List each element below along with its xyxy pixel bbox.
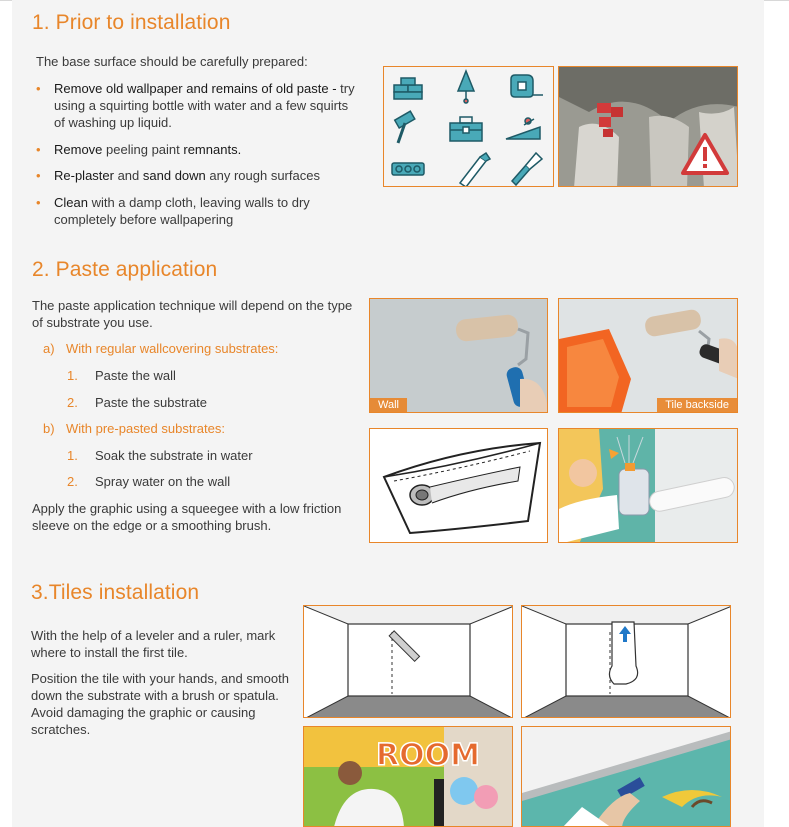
section-1-title: 1. Prior to installation xyxy=(32,11,231,34)
section-3-p1-line2: where to install the first tile. xyxy=(31,645,188,660)
option-b-label: b) xyxy=(43,421,55,436)
section-2-outro-line2: sleeve on the edge or a smoothing brush. xyxy=(32,518,272,533)
section-2-intro-line2: of substrate you use. xyxy=(32,315,153,330)
option-b-text: With pre-pasted substrates: xyxy=(66,421,225,436)
spray-water-photo xyxy=(558,428,738,543)
option-a-label: a) xyxy=(43,341,55,356)
bullet-dot: • xyxy=(36,81,41,96)
toolbox-icon xyxy=(450,117,482,141)
section-1-intro: The base surface should be carefully prepared: xyxy=(36,54,308,69)
option-a-step-2: 2. Paste the substrate xyxy=(67,395,208,410)
bullet-clean: • Clean with a damp cloth, leaving walls to dry completely before wallpapering xyxy=(36,195,310,227)
bricks-icon xyxy=(394,78,422,99)
damaged-wall-photo xyxy=(558,66,738,187)
caption-tile-backside: Tile backside xyxy=(657,398,737,412)
instruction-page xyxy=(12,0,764,827)
level-icon xyxy=(506,118,540,139)
section-3-p2-line1: Position the tile with your hands, and smooth xyxy=(31,671,289,686)
paste-tile-backside-photo xyxy=(558,298,738,413)
bullet-dot: • xyxy=(36,142,41,157)
option-a-step-1: 1. Paste the wall xyxy=(67,368,176,383)
bullet-remove-wallpaper: • Remove old wallpaper and remains of old paste - try using a squirting bottle with water and a few squirts of washing up liquid. xyxy=(36,81,355,130)
section-3-title: 3.Tiles installation xyxy=(31,581,200,604)
section-3-p2-line3: Avoid damaging the graphic or causing xyxy=(31,705,256,720)
installer-room-photo xyxy=(303,726,513,827)
section-3-p1-line1: With the help of a leveler and a ruler, mark xyxy=(31,628,276,643)
hammer-icon xyxy=(395,111,415,143)
smoothing-tile-photo xyxy=(521,726,731,827)
brush-icon xyxy=(512,153,542,185)
paste-wall-photo xyxy=(369,298,548,413)
section-2-title: 2. Paste application xyxy=(32,258,218,281)
room-diagram-place-tile xyxy=(521,605,731,718)
trowel-icon xyxy=(458,71,474,103)
room-diagram-mark-line xyxy=(303,605,513,718)
section-3-p2-line2: down the substrate with a brush or spatula. xyxy=(31,688,279,703)
bullet-remove-paint: • Remove peeling paint remnants. xyxy=(36,142,242,157)
section-2-intro-line1: The paste application technique will depend on the type xyxy=(32,298,353,313)
tools-icons-panel xyxy=(383,66,554,187)
bullet-dot: • xyxy=(36,168,41,183)
caption-wall: Wall xyxy=(370,398,407,412)
bullet-replaster: • Re-plaster and sand down any rough surfaces xyxy=(36,168,320,183)
option-b-step-1: 1. Soak the substrate in water xyxy=(67,448,253,463)
soaking-tray-illustration xyxy=(369,428,548,543)
option-b-step-2: 2. Spray water on the wall xyxy=(67,474,231,489)
tape-measure-icon xyxy=(511,75,543,97)
saw-icon xyxy=(460,153,490,187)
option-a-text: With regular wallcovering substrates: xyxy=(66,341,279,356)
room-sign-text: ROOM xyxy=(376,738,480,773)
section-2-outro-line1: Apply the graphic using a squeegee with a low friction xyxy=(32,501,342,516)
bullet-dot: • xyxy=(36,195,41,210)
sandpaper-icon xyxy=(392,163,424,175)
section-3-p2-line4: scratches. xyxy=(31,722,91,737)
